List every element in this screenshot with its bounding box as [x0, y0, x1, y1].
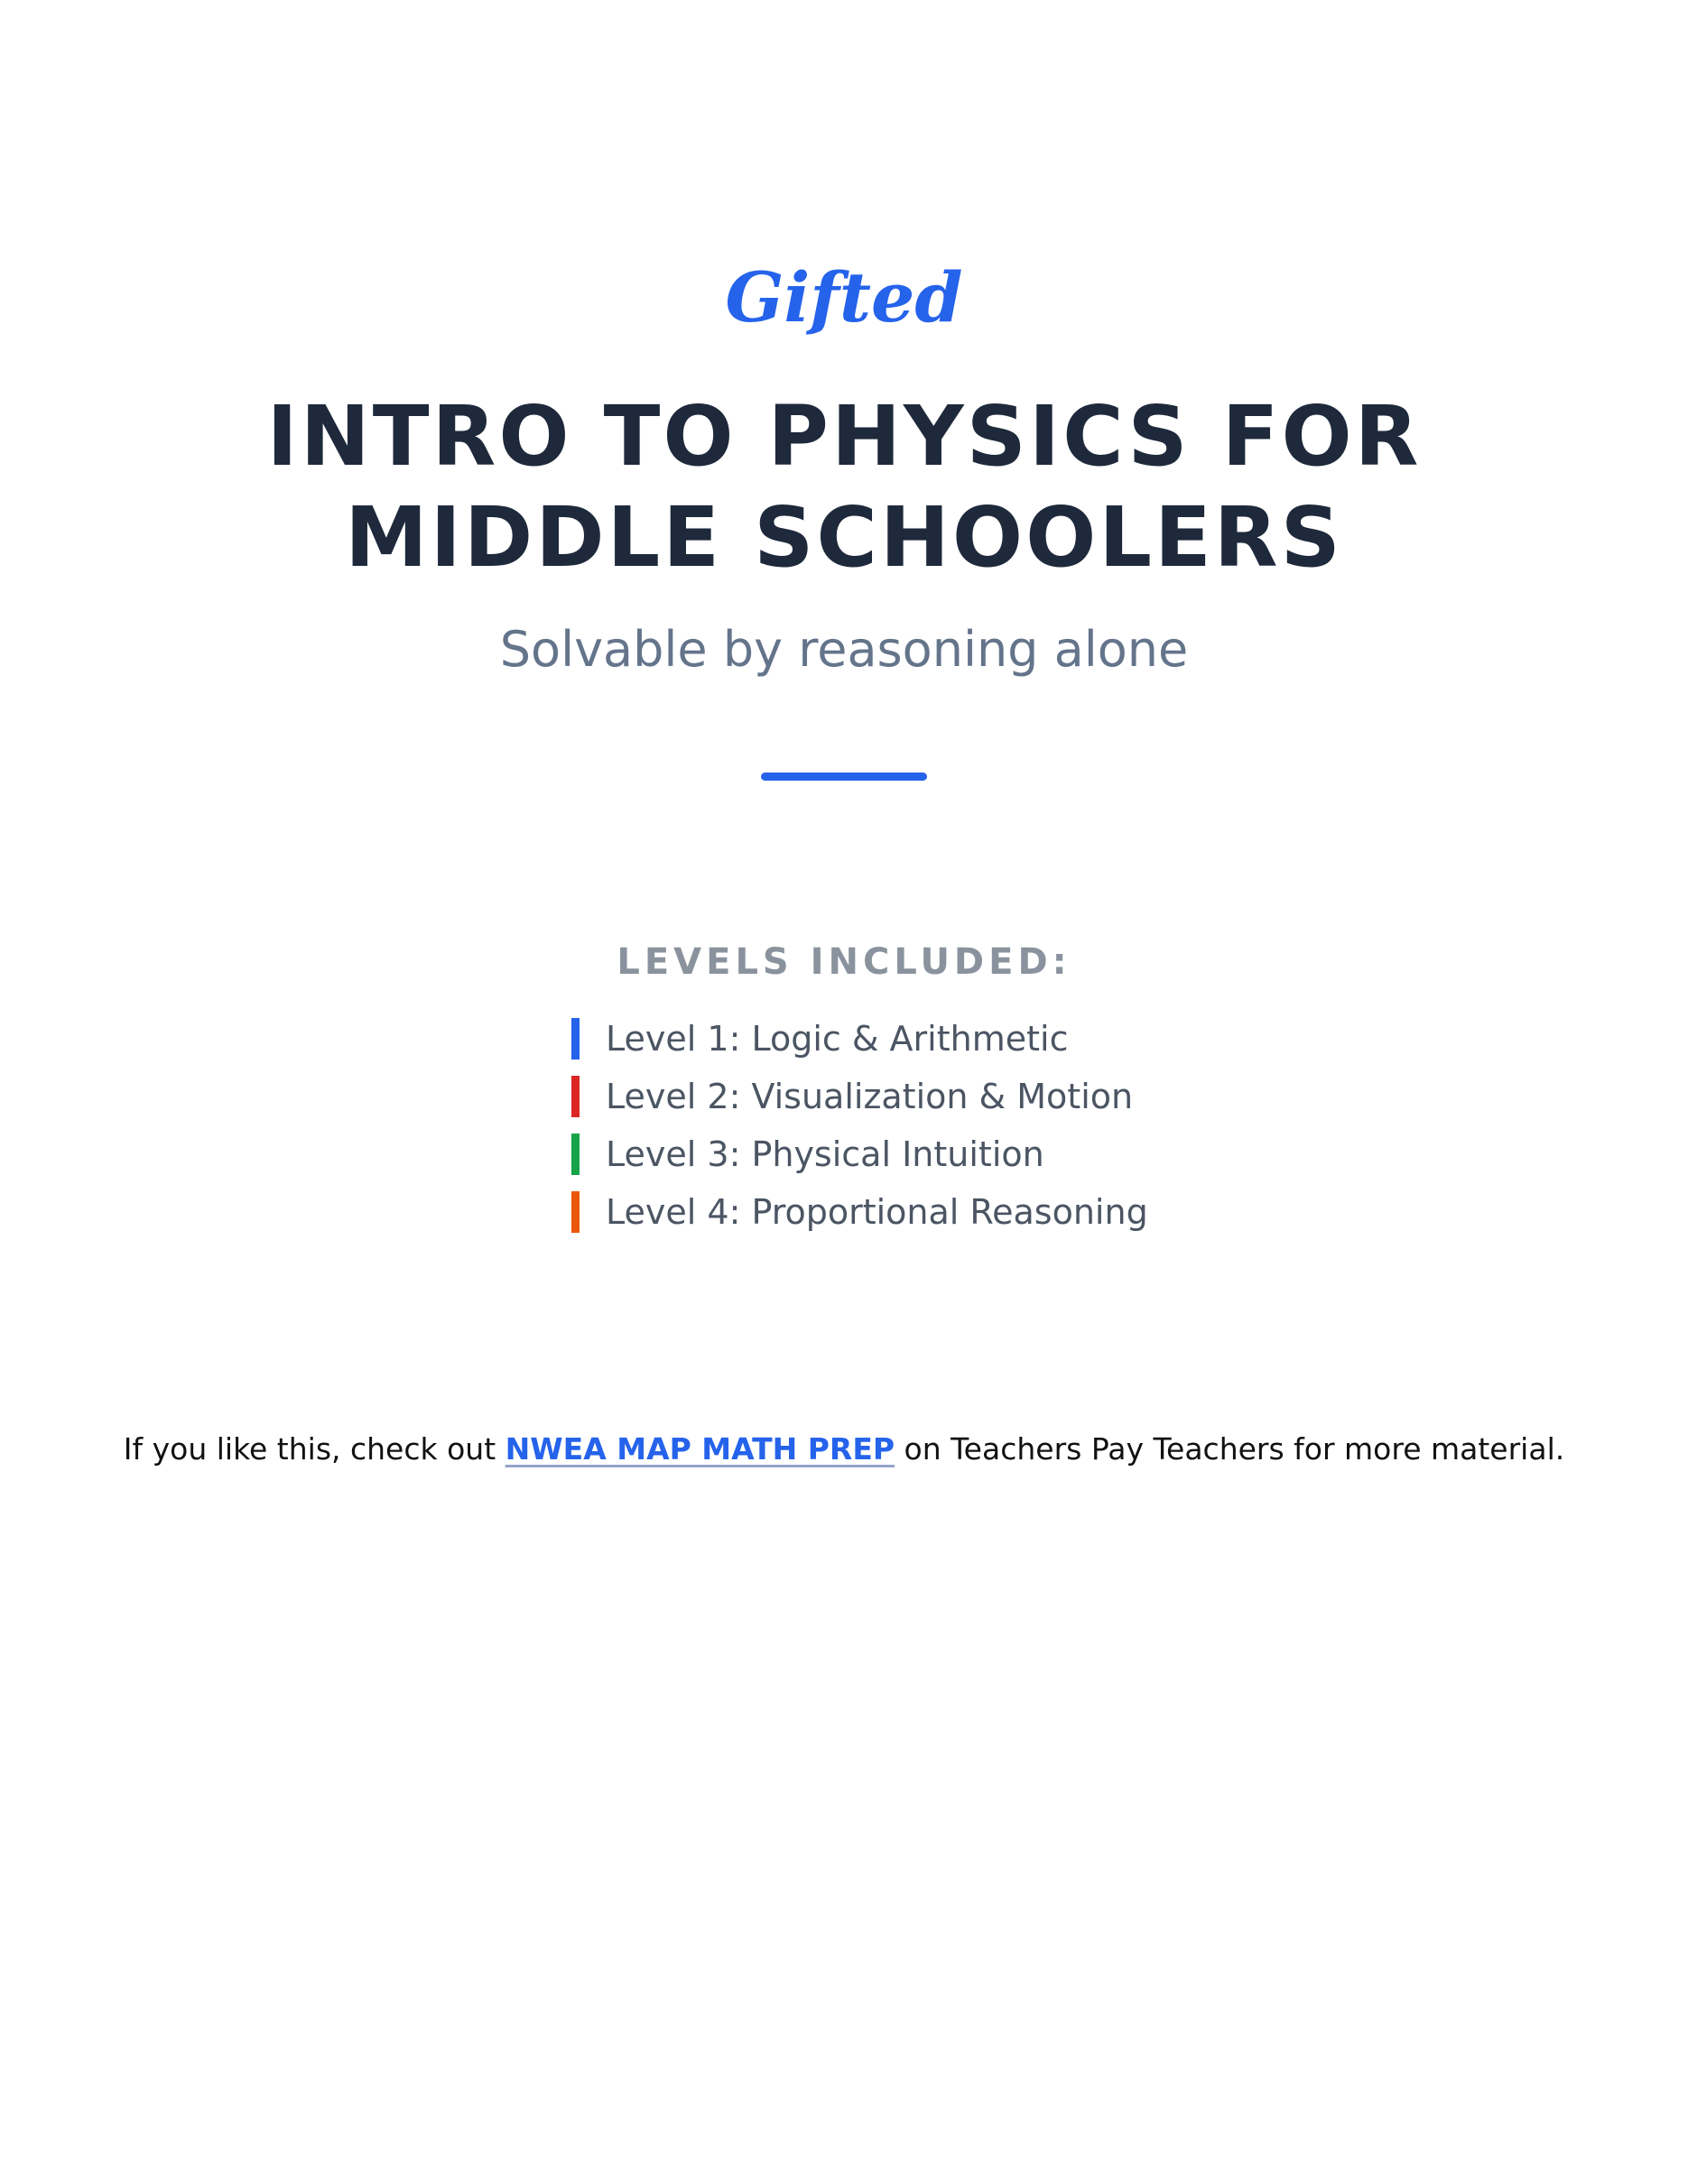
- footer-suffix: on Teachers Pay Teachers for more material.: [895, 1431, 1565, 1467]
- level-item-4: [571, 1186, 1384, 1244]
- page-subtitle: Solvable by reasoning alone: [499, 621, 1189, 678]
- level-4-label: Level 4: Proportional Reasoning: [606, 1192, 1148, 1232]
- nwea-map-math-prep-link[interactable]: NWEA MAP MATH PREP: [505, 1431, 895, 1467]
- title-divider: [761, 773, 927, 781]
- level-item-3: [571, 1128, 1384, 1186]
- level-1-label: Level 1: Logic & Arithmetic: [606, 1019, 1069, 1059]
- levels-list: [571, 1013, 1384, 1244]
- footer-prefix: If you like this, check out: [123, 1431, 505, 1467]
- footer-note: [0, 1426, 1688, 1473]
- levels-heading: LEVELS INCLUDED:: [617, 941, 1071, 983]
- page-title: INTRO TO PHYSICS FOR MIDDLE SCHOOLERS: [266, 388, 1422, 586]
- level-item-1: [571, 1013, 1384, 1070]
- level-2-color-bar: [571, 1076, 580, 1117]
- level-4-color-bar: [571, 1191, 580, 1233]
- level-1-color-bar: [571, 1018, 580, 1060]
- level-3-label: Level 3: Physical Intuition: [606, 1134, 1044, 1174]
- brand-name: Gifted: [725, 257, 963, 338]
- level-2-label: Level 2: Visualization & Motion: [606, 1077, 1134, 1116]
- level-3-color-bar: [571, 1134, 580, 1175]
- level-item-2: [571, 1070, 1384, 1128]
